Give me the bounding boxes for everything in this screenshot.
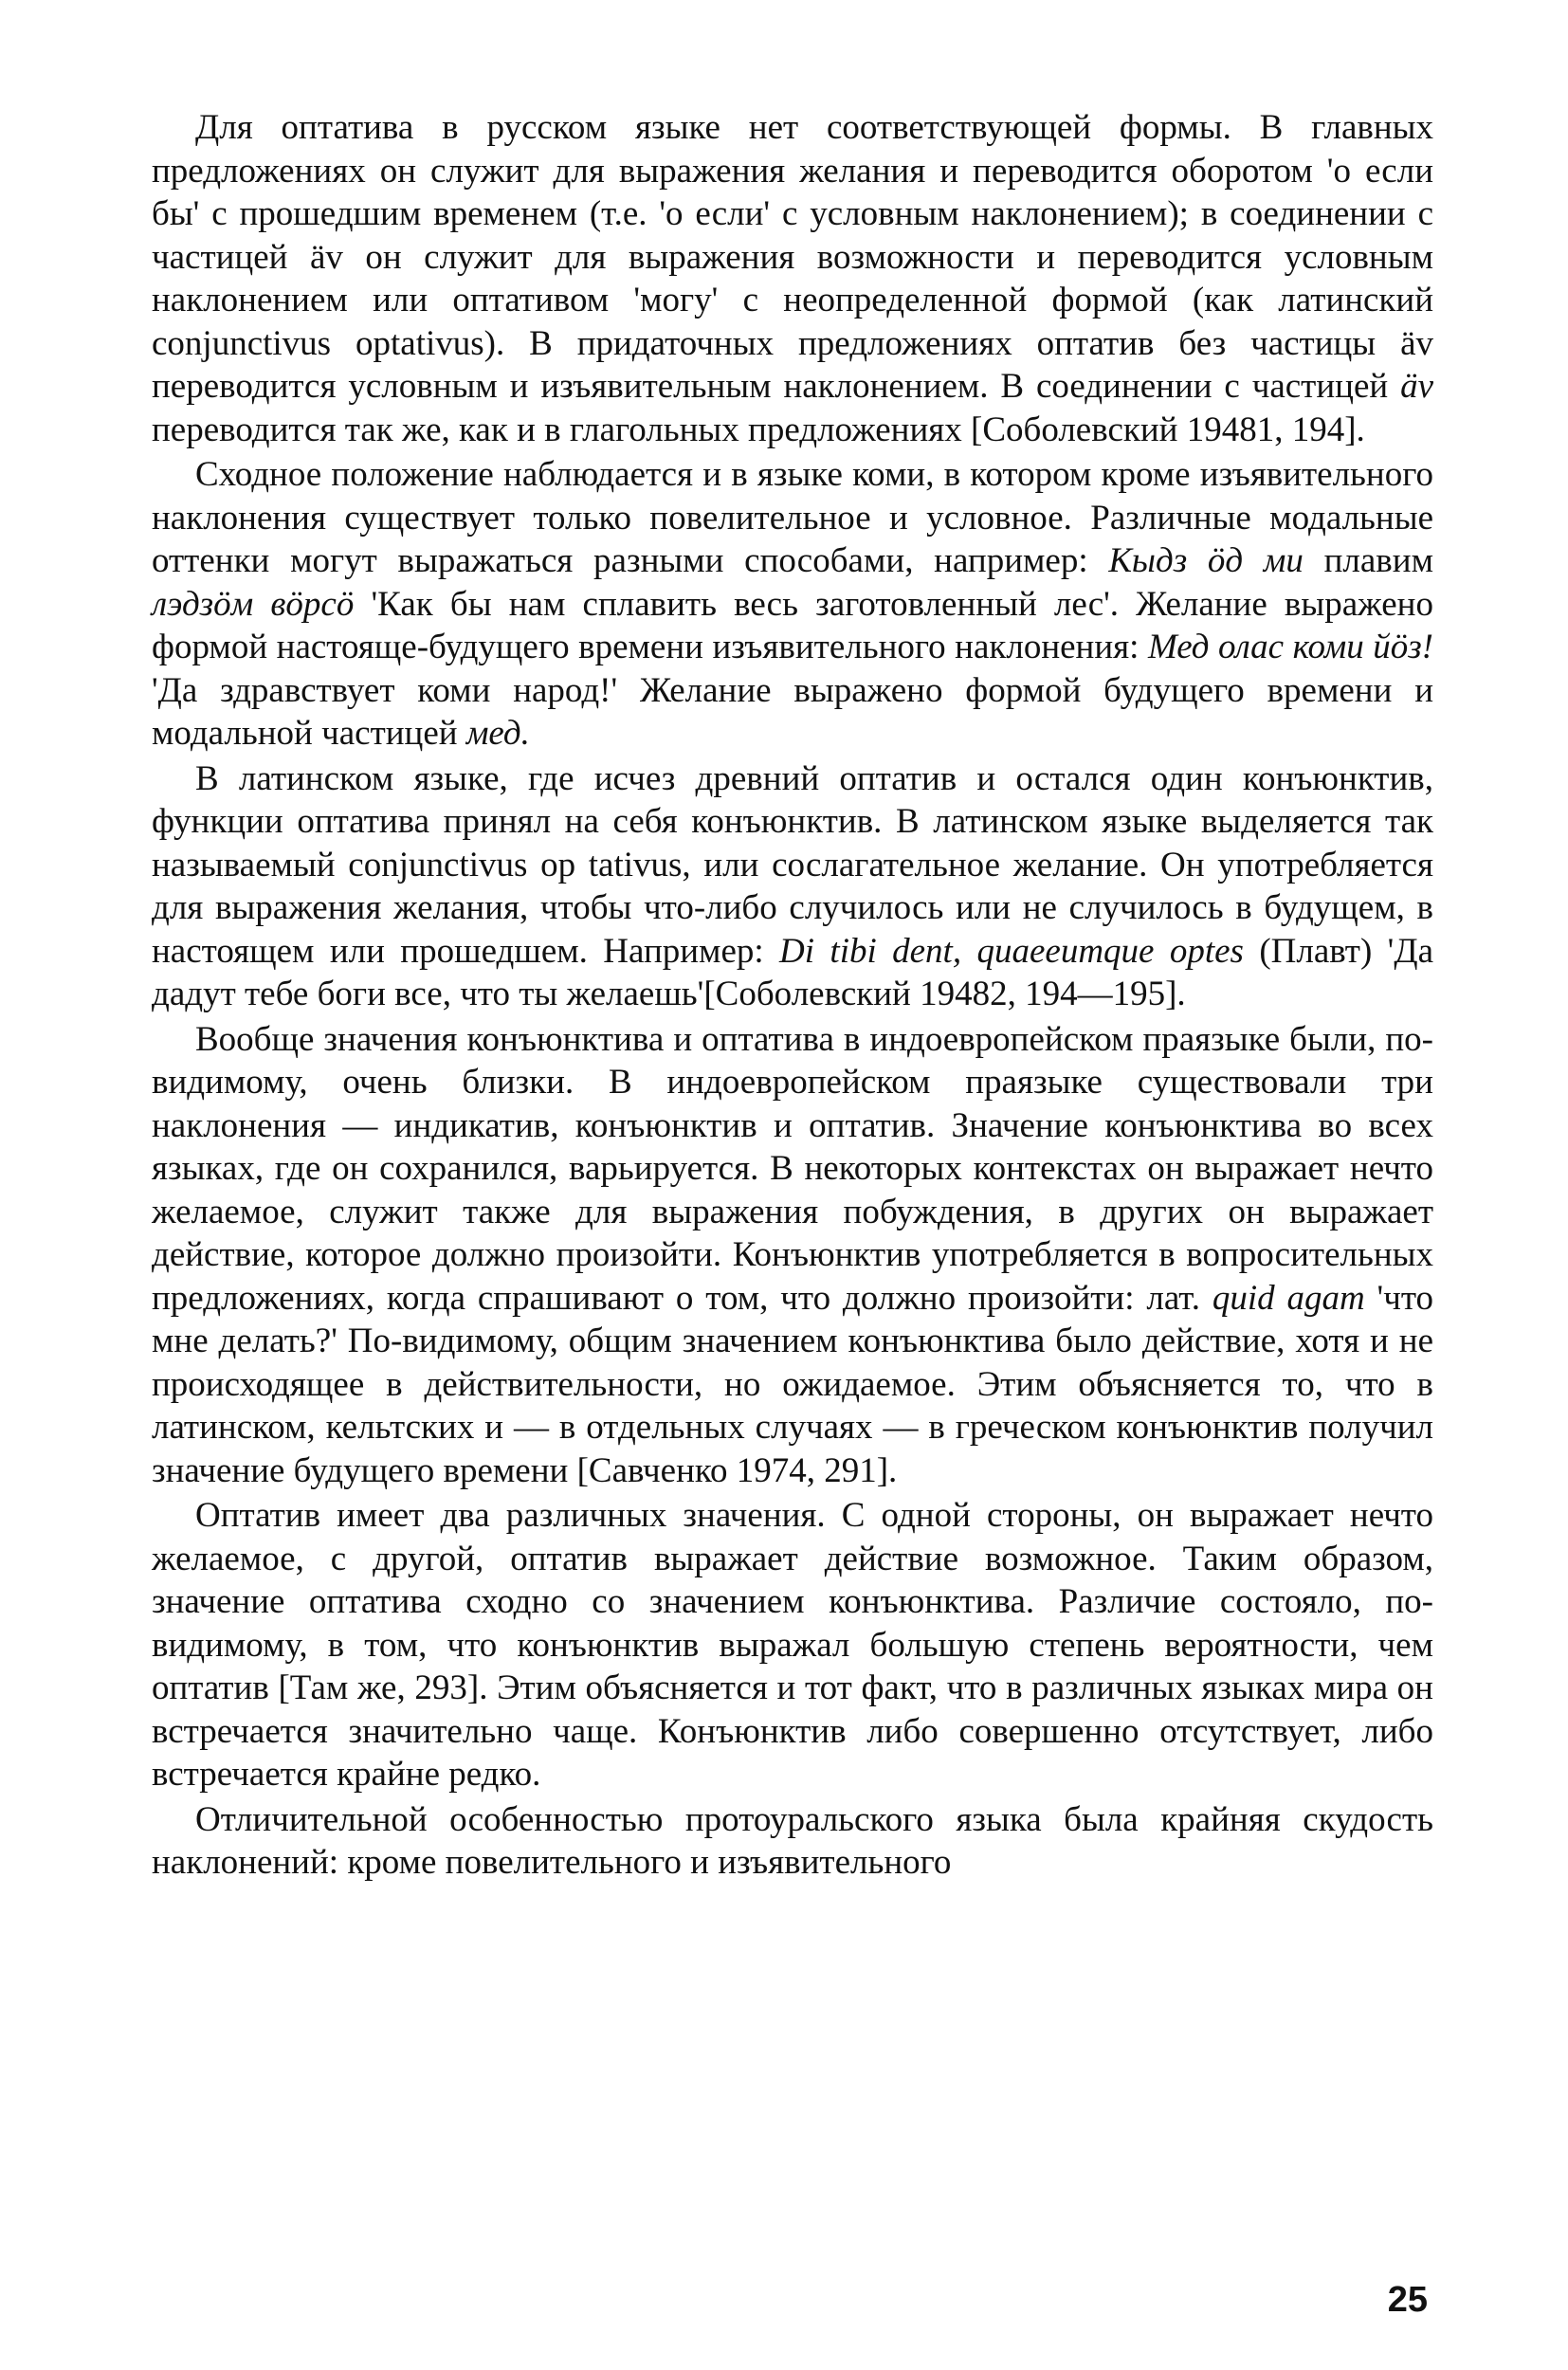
paragraph-2-text: Сходное положение наблюдается и в языке коми, в котором кроме изъявительного наклонения существует только повелительное и условное. Различные модальные оттенки могут выражаться разными способами, например:: [152, 455, 1433, 580]
paragraph-5-text: Оптатив имеет два различных значения. С одной стороны, он выражает нечто желаемое, с другой, оптатив выражает действие возможное. Таким образом, значение оптатива сходно со значением конъюнктива. Различие состояло, по-видимому, в том, что конъюнктив выражал большую степень вероятности, чем оптатив [Там же, 293]. Этим объясняется и тот факт, что в различных языках мира он встречается значительно чаще. Конъюнктив либо совершенно отсутствует, либо встречается крайне редко.: [152, 1496, 1433, 1794]
paragraph-4-text-end: 'что мне делать?' По-видимому, общим значением конъюнктива было действие, хотя и не происходящее в действительности, но ожидаемое. Этим объясняется то, что в латинском, кельтских и — в отдельных случаях — в греческом конъюнктив получил значение будущего времени [Савченко 1974, 291].: [152, 1278, 1434, 1490]
paragraph-2-text-2: 'Как бы нам сплавить весь заготовленный лес'. Желание выражено формой настояще-будущего времени изъявительного наклонения:: [152, 584, 1433, 666]
paragraph-1-text: Для оптатива в русском языке нет соответствующей формы. В главных предложениях он служит для выражения желания и переводится оборотом 'о если бы' с прошедшим временем (т.е. 'о если' с условным наклонением); в соединении с частицей äv он служит для выражения возможности и переводится условным наклонением или оптативом 'могу' с неопределенной формой (как латинский conjunctivus optativus). В придаточных предложениях оптатив без частицы äv переводится условным и изъявительным наклонением. В соединении с частицей: [152, 108, 1433, 406]
paragraph-2: [152, 453, 1433, 756]
paragraph-3-example: Di tibi dent, quaeeumque optes: [779, 931, 1244, 971]
paragraph-2-example-4: мед.: [465, 714, 530, 753]
paragraph-2-example-2: лэдзöм вöрсö: [152, 584, 355, 624]
paragraph-4: [152, 1018, 1433, 1493]
paragraph-2-example-3: Мед олас коми йöз!: [1147, 628, 1433, 666]
paragraph-4-example: quid agam: [1212, 1278, 1365, 1318]
paragraph-3-text: В латинском языке, где исчез древний оптатив и остался один конъюнктив, функции оптатива принял на себя конъюнктив. В латинском языке выделяется так называемый conjunctivus op tativus, или сослагательное желание. Он употребляется для выражения желания, чтобы что-либо случилось или не случилось в будущем, в настоящем или прошедшем. Например:: [152, 758, 1433, 971]
paragraph-2-text-middle: плавим: [1303, 541, 1433, 580]
paragraph-3: [152, 757, 1433, 1016]
paragraph-1-text-end: переводится так же, как и в глагольных предложениях [Соболевский 19481, 194].: [152, 410, 1365, 449]
paragraph-6-text: Отличительной особенностью протоуральского языка была крайняя скудость наклонений: кроме повелительного и изъявительного: [152, 1799, 1433, 1882]
paragraph-4-text: Вообще значения конъюнктива и оптатива в индоевропейском праязыке были, по-видимому, очень близки. В индоевропейском праязыке существовали три наклонения — индикатив, конъюнктив и оптатив. Значение конъюнктива во всех языках, где он сохранился, варьируется. В некоторых контекстах он выражает нечто желаемое, служит также для выражения побуждения, в других он выражает действие, которое должно произойти. Конъюнктив употребляется в вопросительных предложениях, когда спрашивают о том, что должно произойти: лат.: [152, 1019, 1433, 1318]
paragraph-5: [152, 1494, 1433, 1796]
paragraph-1: [152, 106, 1433, 451]
paragraph-3-text-end: (Плавт) 'Да дадут тебе боги все, что ты желаешь'[Соболевский 19482, 194—195].: [152, 931, 1433, 1013]
paragraph-2-text-3: 'Да здравствует коми народ!' Желание выражено формой будущего времени и модальной частицей: [152, 670, 1433, 753]
page-number: 25: [1387, 2280, 1428, 2320]
page-text: [152, 106, 1433, 1887]
paragraph-1-example: äv: [1400, 367, 1433, 406]
paragraph-6: [152, 1798, 1433, 1885]
paragraph-2-example-1: Кыдз öд ми: [1108, 541, 1304, 580]
